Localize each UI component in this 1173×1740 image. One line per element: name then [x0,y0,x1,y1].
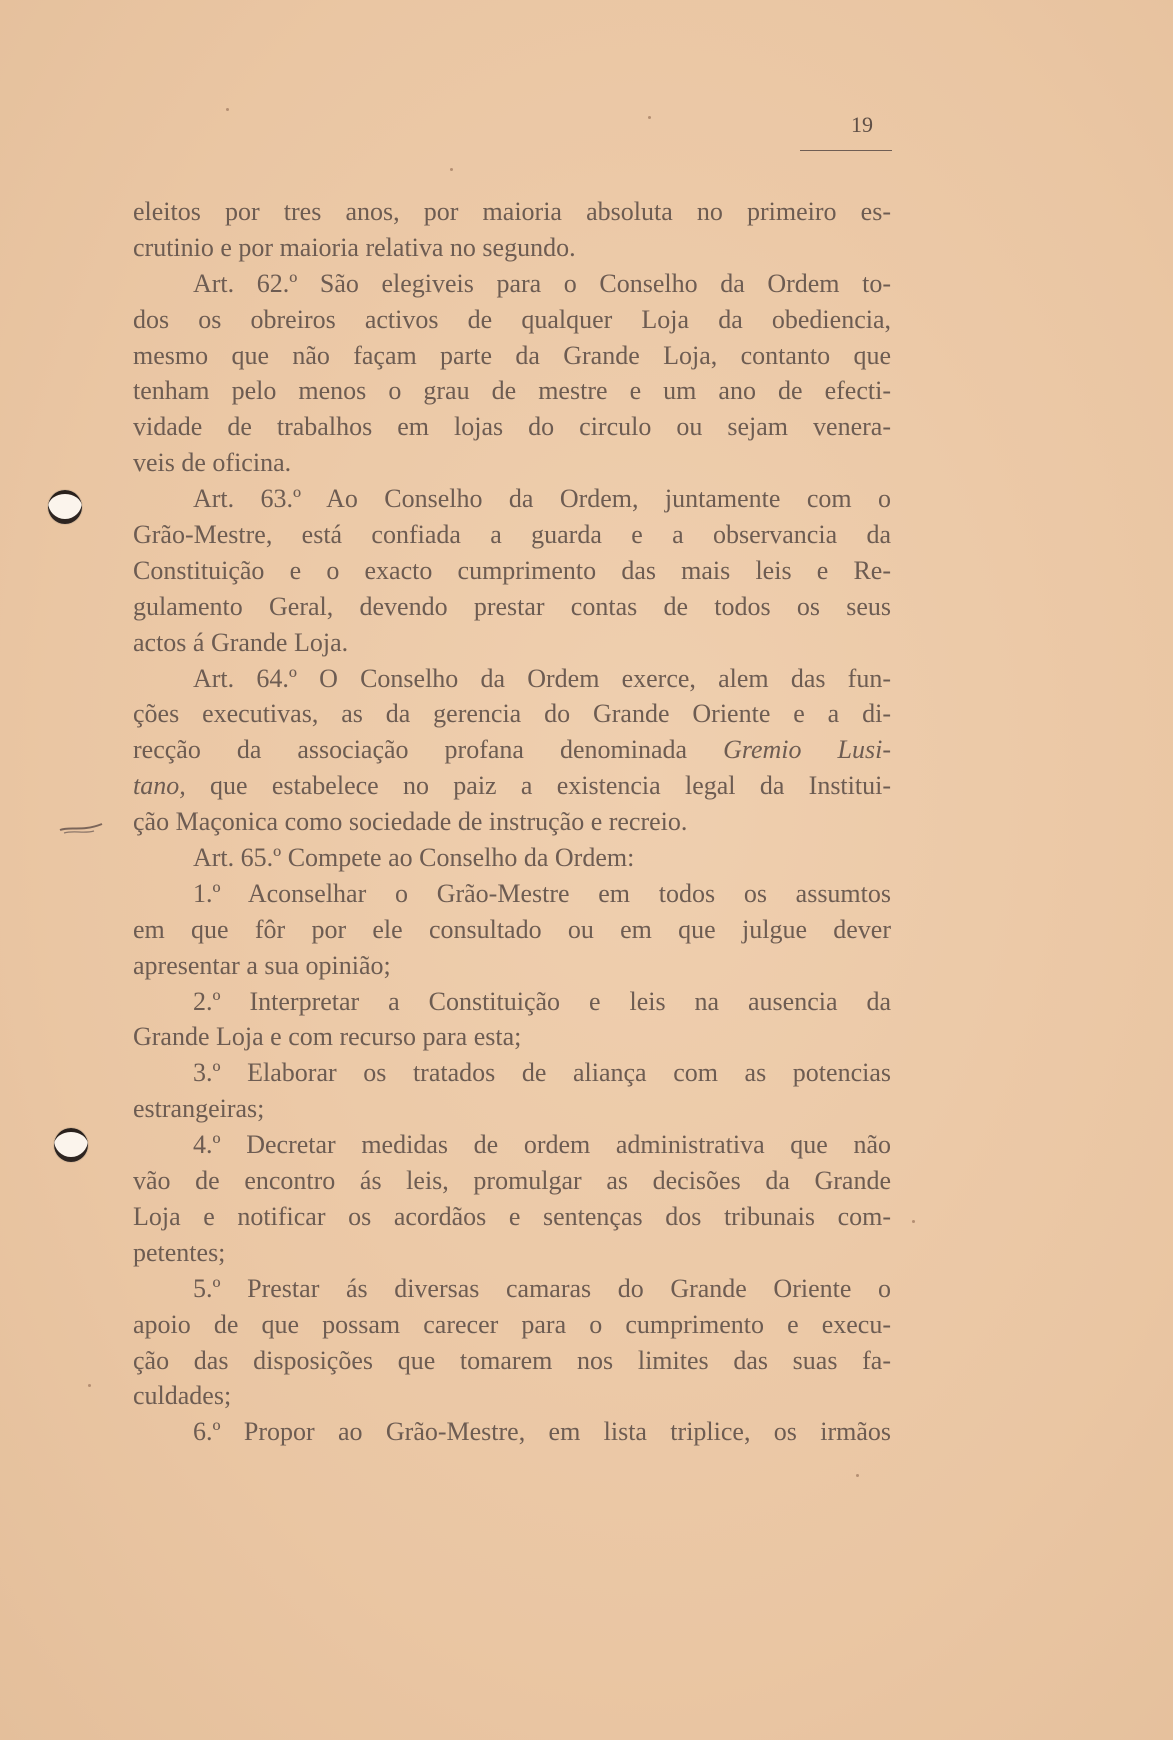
text-line: vidade de trabalhos em lojas do circulo ou sejam venera- [133,412,891,442]
paper-speck [648,116,651,119]
paper-speck [912,1220,915,1223]
text-line [133,768,891,804]
paper-speck [226,108,229,111]
text-line: crutinio e por maioria relativa no segundo. [133,232,576,262]
text-line: Art. 64.º O Conselho da Ordem exerce, alem das fun- [193,663,891,693]
text-line: Loja e notificar os acordãos e sentenças dos tribunais com- [133,1201,891,1231]
text-line: tenham pelo menos o grau de mestre e um ano de efecti- [133,376,891,406]
text-line: eleitos por tres anos, por maioria absoluta no primeiro es- [133,197,891,226]
ink-mark [58,820,104,836]
punch-hole-upper [48,490,82,524]
text-line: ções executivas, as da gerencia do Grande Oriente e a di- [133,699,891,729]
text-line: em que fôr por ele consultado ou em que julgue dever [133,914,891,944]
paper-speck [450,168,453,171]
text-line: Art. 63.º Ao Conselho da Ordem, juntamente com o [193,484,891,514]
text-line: petentes; [133,1237,226,1267]
text-line: gulamento Geral, devendo prestar contas de todos os seus [133,591,891,621]
italic-title: Gremio Lusi- [723,735,892,765]
punch-hole-lower [54,1128,88,1162]
text-line: apresentar a sua opinião; [133,950,391,980]
text-line: 6.º Propor ao Grão-Mestre, em lista triplice, os irmãos [193,1417,891,1447]
text-line: Art. 62.º São elegiveis para o Conselho da Ordem to- [193,268,891,298]
body-text [133,194,891,1450]
text-line: 2.º Interpretar a Constituição e leis na ausencia da [193,986,891,1016]
page-number: 19 [851,112,873,137]
text-line: Art. 65.º Compete ao Conselho da Ordem: [193,843,635,873]
text-segment: que estabelece no paiz a existencia legal da Institui- [185,771,891,801]
text-line: 5.º Prestar ás diversas camaras do Grande Oriente o [193,1273,891,1303]
italic-title: tano, [133,771,186,801]
paper-speck [88,1384,91,1387]
text-line: vão de encontro ás leis, promulgar as decisões da Grande [133,1166,891,1196]
text-line: culdades; [133,1381,232,1411]
text-line: 3.º Elaborar os tratados de aliança com as potencias [193,1058,891,1088]
text-line: veis de oficina. [133,448,292,478]
text-segment: recção da associação profana denominada [133,735,724,765]
text-line: mesmo que não façam parte da Grande Loja, contanto que [133,340,891,370]
text-line: 4.º Decretar medidas de ordem administrativa que não [193,1130,891,1160]
header-rule [800,150,892,151]
text-line: Grande Loja e com recurso para esta; [133,1022,522,1052]
text-line: dos os obreiros activos de qualquer Loja da obediencia, [133,304,891,334]
text-line: actos á Grande Loja. [133,627,349,657]
text-line [133,732,891,768]
text-line: 1.º Aconselhar o Grão-Mestre em todos os assumtos [193,878,891,908]
text-line: Grão-Mestre, está confiada a guarda e a observancia da [133,520,891,550]
text-line: ção Maçonica como sociedade de instrução e recreio. [133,807,688,837]
text-line: ção das disposições que tomarem nos limites das suas fa- [133,1345,891,1375]
paper-speck [856,1474,859,1477]
text-line: Constituição e o exacto cumprimento das mais leis e Re- [133,555,891,585]
text-line: estrangeiras; [133,1094,265,1124]
text-line: apoio de que possam carecer para o cumprimento e execu- [133,1309,891,1339]
